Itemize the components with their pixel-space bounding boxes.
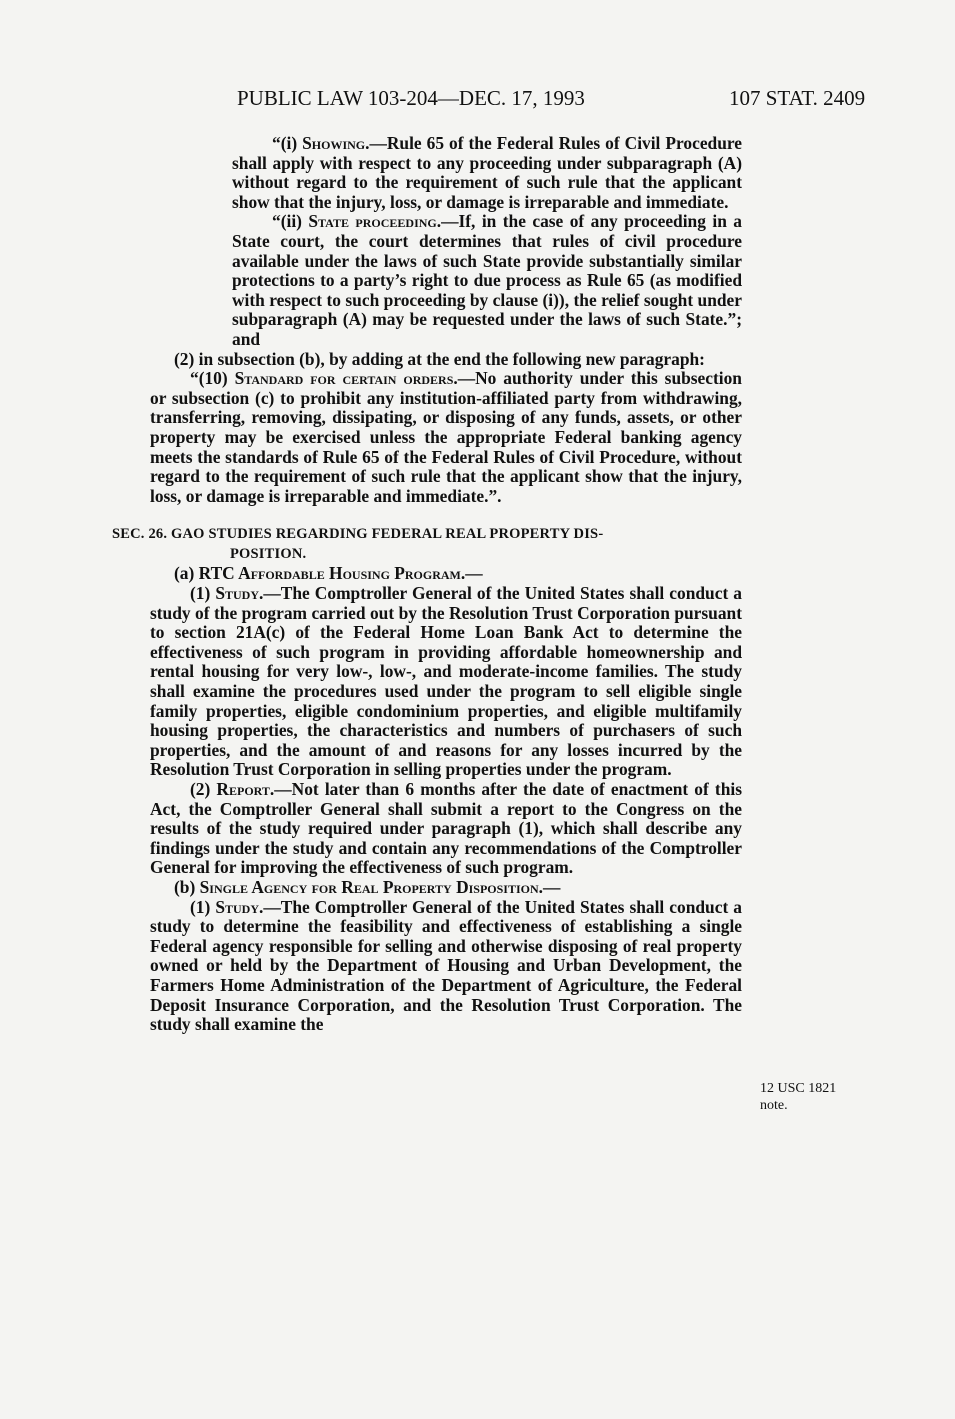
subsection-a-paragraph-1: (1) Study.—The Comptroller General of the United States shall conduct a study of the program carried out by the Resolution Trust Corporation pursuant to section 21A(c) of the Federal Home Loan Bank Act to determine the effectiveness of such program in providing affordable homeownership and rental housing for very low-, low-, and moderate-income families. The study shall examine the procedures used under the program to sell eligible single family properties, eligible condominium properties, and eligible multifamily housing properties, the characteristics and numbers of purchasers of such properties, and the amount of and reasons for any losses incurred by the Resolution Trust Corporation in selling properties under the program. — [150, 583, 742, 780]
margin-note-line1: 12 USC 1821 — [760, 1081, 837, 1096]
header-page-number: 107 STAT. 2409 — [729, 86, 866, 110]
section-heading-line1: SEC. 26. GAO STUDIES REGARDING FEDERAL REAL PROPERTY DIS- — [112, 526, 604, 543]
page-body — [112, 133, 742, 1035]
section-heading-line2: POSITION. — [230, 545, 307, 562]
clause-i-showing: “(i) Showing.—Rule 65 of the Federal Rules of Civil Procedure shall apply with respect to any proceeding under subparagraph (A) without regard to the requirement of such rule that the applicant show that the injury, loss, or damage is irreparable and immediate. — [232, 133, 742, 212]
section-heading — [112, 525, 742, 564]
subsection-a-paragraph-2: (2) Report.—Not later than 6 months after the date of enactment of this Act, the Comptroller General shall submit a report to the Congress on the results of the study required under paragraph (1), which shall describe any findings under the study and contain any recommendations of the Comptroller General for improving the effectiveness of such program. — [150, 779, 742, 878]
subsection-b-paragraph-1: (1) Study.—The Comptroller General of the United States shall conduct a study to determine the feasibility and effectiveness of establishing a single Federal agency responsible for selling and otherwise disposing of real property owned or held by the Department of Housing and Urban Development, the Farmers Home Administration of the Department of Agriculture, the Federal Deposit Insurance Corporation, and the Resolution Trust Corporation. The study shall examine the — [150, 896, 742, 1035]
subsection-b-heading: (b) Single Agency for Real Property Disposition.— — [174, 876, 561, 897]
margin-note-line2: note. — [760, 1098, 788, 1113]
running-header — [0, 86, 955, 116]
header-citation: PUBLIC LAW 103-204—DEC. 17, 1993 — [237, 86, 585, 110]
margin-citation-note — [760, 1080, 870, 1114]
clause-ii-state-proceeding: “(ii) State proceeding.—If, in the case of any proceeding in a State court, the court determines that rules of civil procedure available under the laws of such State provide substantially similar protections to a party’s right to due process as Rule 65 (as modified with respect to such proceeding by clause (i)), the relief sought under subparagraph (A) may be requested under the laws of such State.”; and — [232, 211, 742, 349]
subsection-a-heading: (a) RTC Affordable Housing Program.— — [174, 563, 483, 584]
paragraph-10-standard: “(10) Standard for certain orders.—No authority under this subsection or subsection (c) to prohibit any institution-affiliated party from withdrawing, transferring, removing, dissipating, or disposing of any funds, assets, or other property may be exercised unless the appropriate Federal banking agency meets the standards of Rule 65 of the Federal Rules of Civil Procedure, without regard to the requirement of such rule that the applicant show that the injury, loss, or damage is irreparable and immediate.”. — [150, 368, 742, 506]
paragraph-2: (2) in subsection (b), by adding at the end the following new paragraph: — [174, 348, 705, 369]
